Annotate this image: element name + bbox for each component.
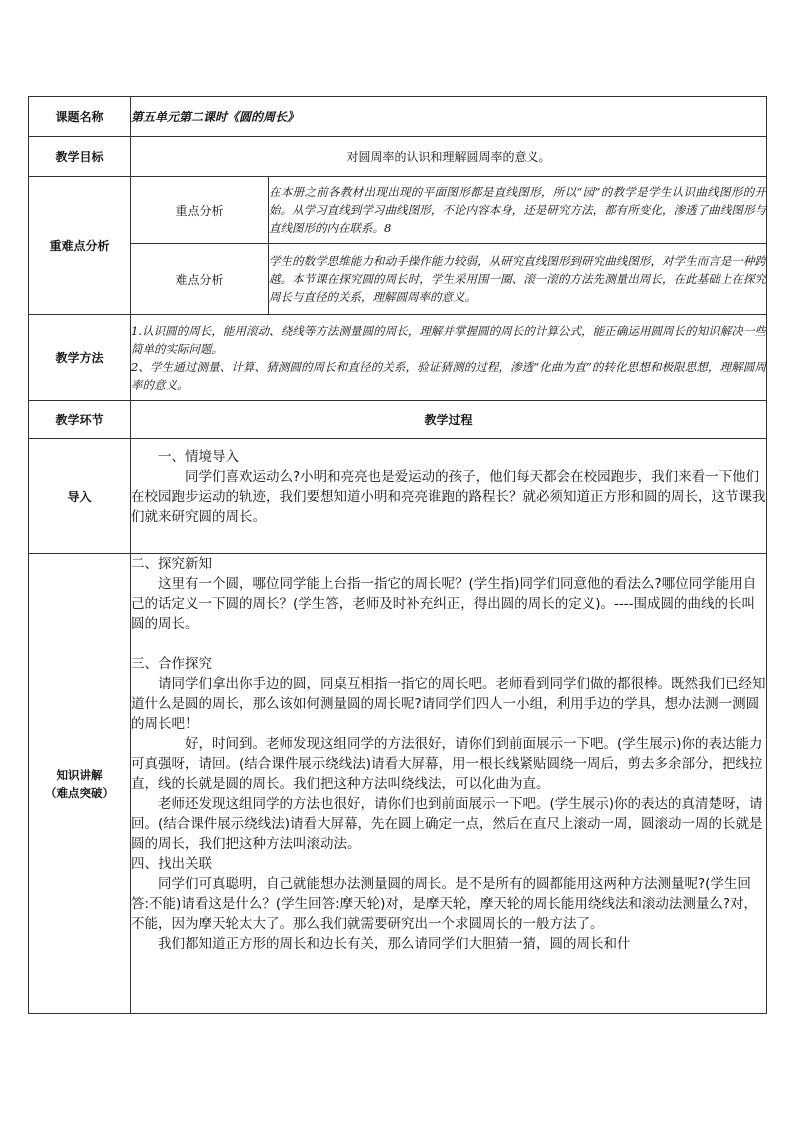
row-knowledge — [29, 554, 767, 1014]
difficult-analysis-text: 学生的数学思维能力和动手操作能力较弱，从研究直线图形到研究曲线图形，对学生而言是一种跨越。本节课在探究圆的周长时，学生采用围一圈、滚一滚的方法先测量出周长，在此基础上在探究周长与直径的关系，理解圆周率的意义。 — [269, 244, 767, 315]
cooperate-paragraph-1: 请同学们拿出你手边的圆，同桌互相指一指它的周长吧。老师看到同学们做的都很棒。既然我们已经知道什么是圆的周长，那么该如何测量圆的周长呢?请同学们四人一小组，利用手边的学具，想办法测一测圆的周长吧！ — [131, 676, 766, 732]
intro-label: 导入 — [29, 439, 131, 554]
relation-paragraph-1: 同学们可真聪明，自己就能想办法测量圆的周长。是不是所有的圆都能用这两种方法测量呢?(学生回答:不能)请看这是什么？(学生回答:摩天轮)对，是摩天轮，摩天轮的周长能用绕线法和滚动法测量么?对，不能，因为摩天轮太大了。那么我们就需要研究出一个求圆周长的一般方法了。 — [131, 876, 758, 932]
row-difficult-analysis — [29, 244, 767, 315]
explore-paragraph: 这里有一个圆，哪位同学能上台指一指它的周长呢？(学生指)同学们同意他的看法么?哪位同学能用自己的话定义一下圆的周长？(学生答，老师及时补充纠正，得出圆的周长的定义)。----围成圆的曲线的长叫圆的周长。 — [131, 576, 757, 632]
row-key-analysis — [29, 177, 767, 244]
course-name-value: 第五单元第二课时《圆的周长》 — [131, 97, 767, 137]
relation-paragraph-2: 我们都知道正方形的周长和边长有关，那么请同学们大胆猜一猜，圆的周长和什 — [158, 936, 631, 952]
row-stage-header — [29, 401, 767, 439]
intro-heading: 一、情境导入 — [158, 449, 239, 465]
cooperate-paragraph-3: 老师还发现这组同学的方法也很好，请你们也到前面展示一下吧。(学生展示)你的表达的真清楚呀，请回。(结合课件展示绕线法)请看大屏幕，先在圆上确定一点，然后在直尺上滚动一周，圆滚动一周的长就是圆的周长，我们把这种方法叫滚动法。 — [131, 796, 763, 852]
row-course-name — [29, 97, 767, 137]
goal-value: 对圆周率的认识和理解圆周率的意义。 — [131, 137, 767, 177]
lesson-plan-table — [28, 96, 767, 1014]
row-goal — [29, 137, 767, 177]
analysis-label: 重难点分析 — [29, 177, 131, 315]
section-heading-explore: 二、探究新知 — [131, 556, 212, 572]
stage-label: 教学环节 — [29, 401, 131, 439]
knowledge-label-line2: （难点突破） — [45, 785, 114, 800]
intro-content — [131, 439, 767, 554]
difficult-analysis-label: 难点分析 — [131, 244, 269, 315]
row-intro — [29, 439, 767, 554]
section-heading-cooperate: 三、合作探究 — [131, 656, 212, 672]
method-label: 教学方法 — [29, 315, 131, 401]
knowledge-label-line1: 知识讲解 — [56, 767, 103, 782]
key-analysis-text: 在本册之前各教材出现出现的平面图形都是直线图形，所以“园”的教学是学生认识曲线图形的开始。从学习直线到学习曲线图形，不论内容本身，还是研究方法，都有所变化，渗透了曲线图形与直线图形的内在联系。8 — [269, 177, 767, 244]
row-method — [29, 315, 767, 401]
intro-text: 同学们喜欢运动么?小明和亮亮也是爱运动的孩子，他们每天都会在校园跑步，我们来看一下他们在校园跑步运动的轨迹，我们要想知道小明和亮亮谁跑的路程长？就必须知道正方形和圆的周长，这节课我们就来研究圆的周长。 — [131, 469, 766, 525]
section-heading-relation: 四、找出关联 — [131, 856, 212, 872]
paragraph-gap — [131, 634, 766, 654]
method-line-1: 1.认识圆的周长，能用滚动、绕线等方法测量圆的周长，理解并掌握圆的周长的计算公式，能正确运用圆周长的知识解决一些简单的实际问题。 — [131, 323, 767, 356]
goal-label: 教学目标 — [29, 137, 131, 177]
knowledge-content — [131, 554, 767, 1014]
course-name-label: 课题名称 — [29, 97, 131, 137]
method-text — [131, 315, 767, 401]
method-line-2: 2、学生通过测量、计算、猜测圆的周长和直径的关系，验证猜测的过程，渗透“化曲为直”的转化思想和极限思想，理解圆周率的意义。 — [131, 359, 767, 392]
cooperate-paragraph-2: 好，时间到。老师发现这组同学的方法很好，请你们到前面展示一下吧。(学生展示)你的表达能力可真强呀，请回。(结合课件展示绕线法)请看大屏幕，用一根长线紧贴圆绕一周后，剪去多余部分，把线拉直，线的长就是圆的周长。我们把这种方法叫绕线法，可以化曲为直。 — [131, 736, 763, 792]
knowledge-label — [29, 554, 131, 1014]
stage-value: 教学过程 — [131, 401, 767, 439]
key-analysis-label: 重点分析 — [131, 177, 269, 244]
